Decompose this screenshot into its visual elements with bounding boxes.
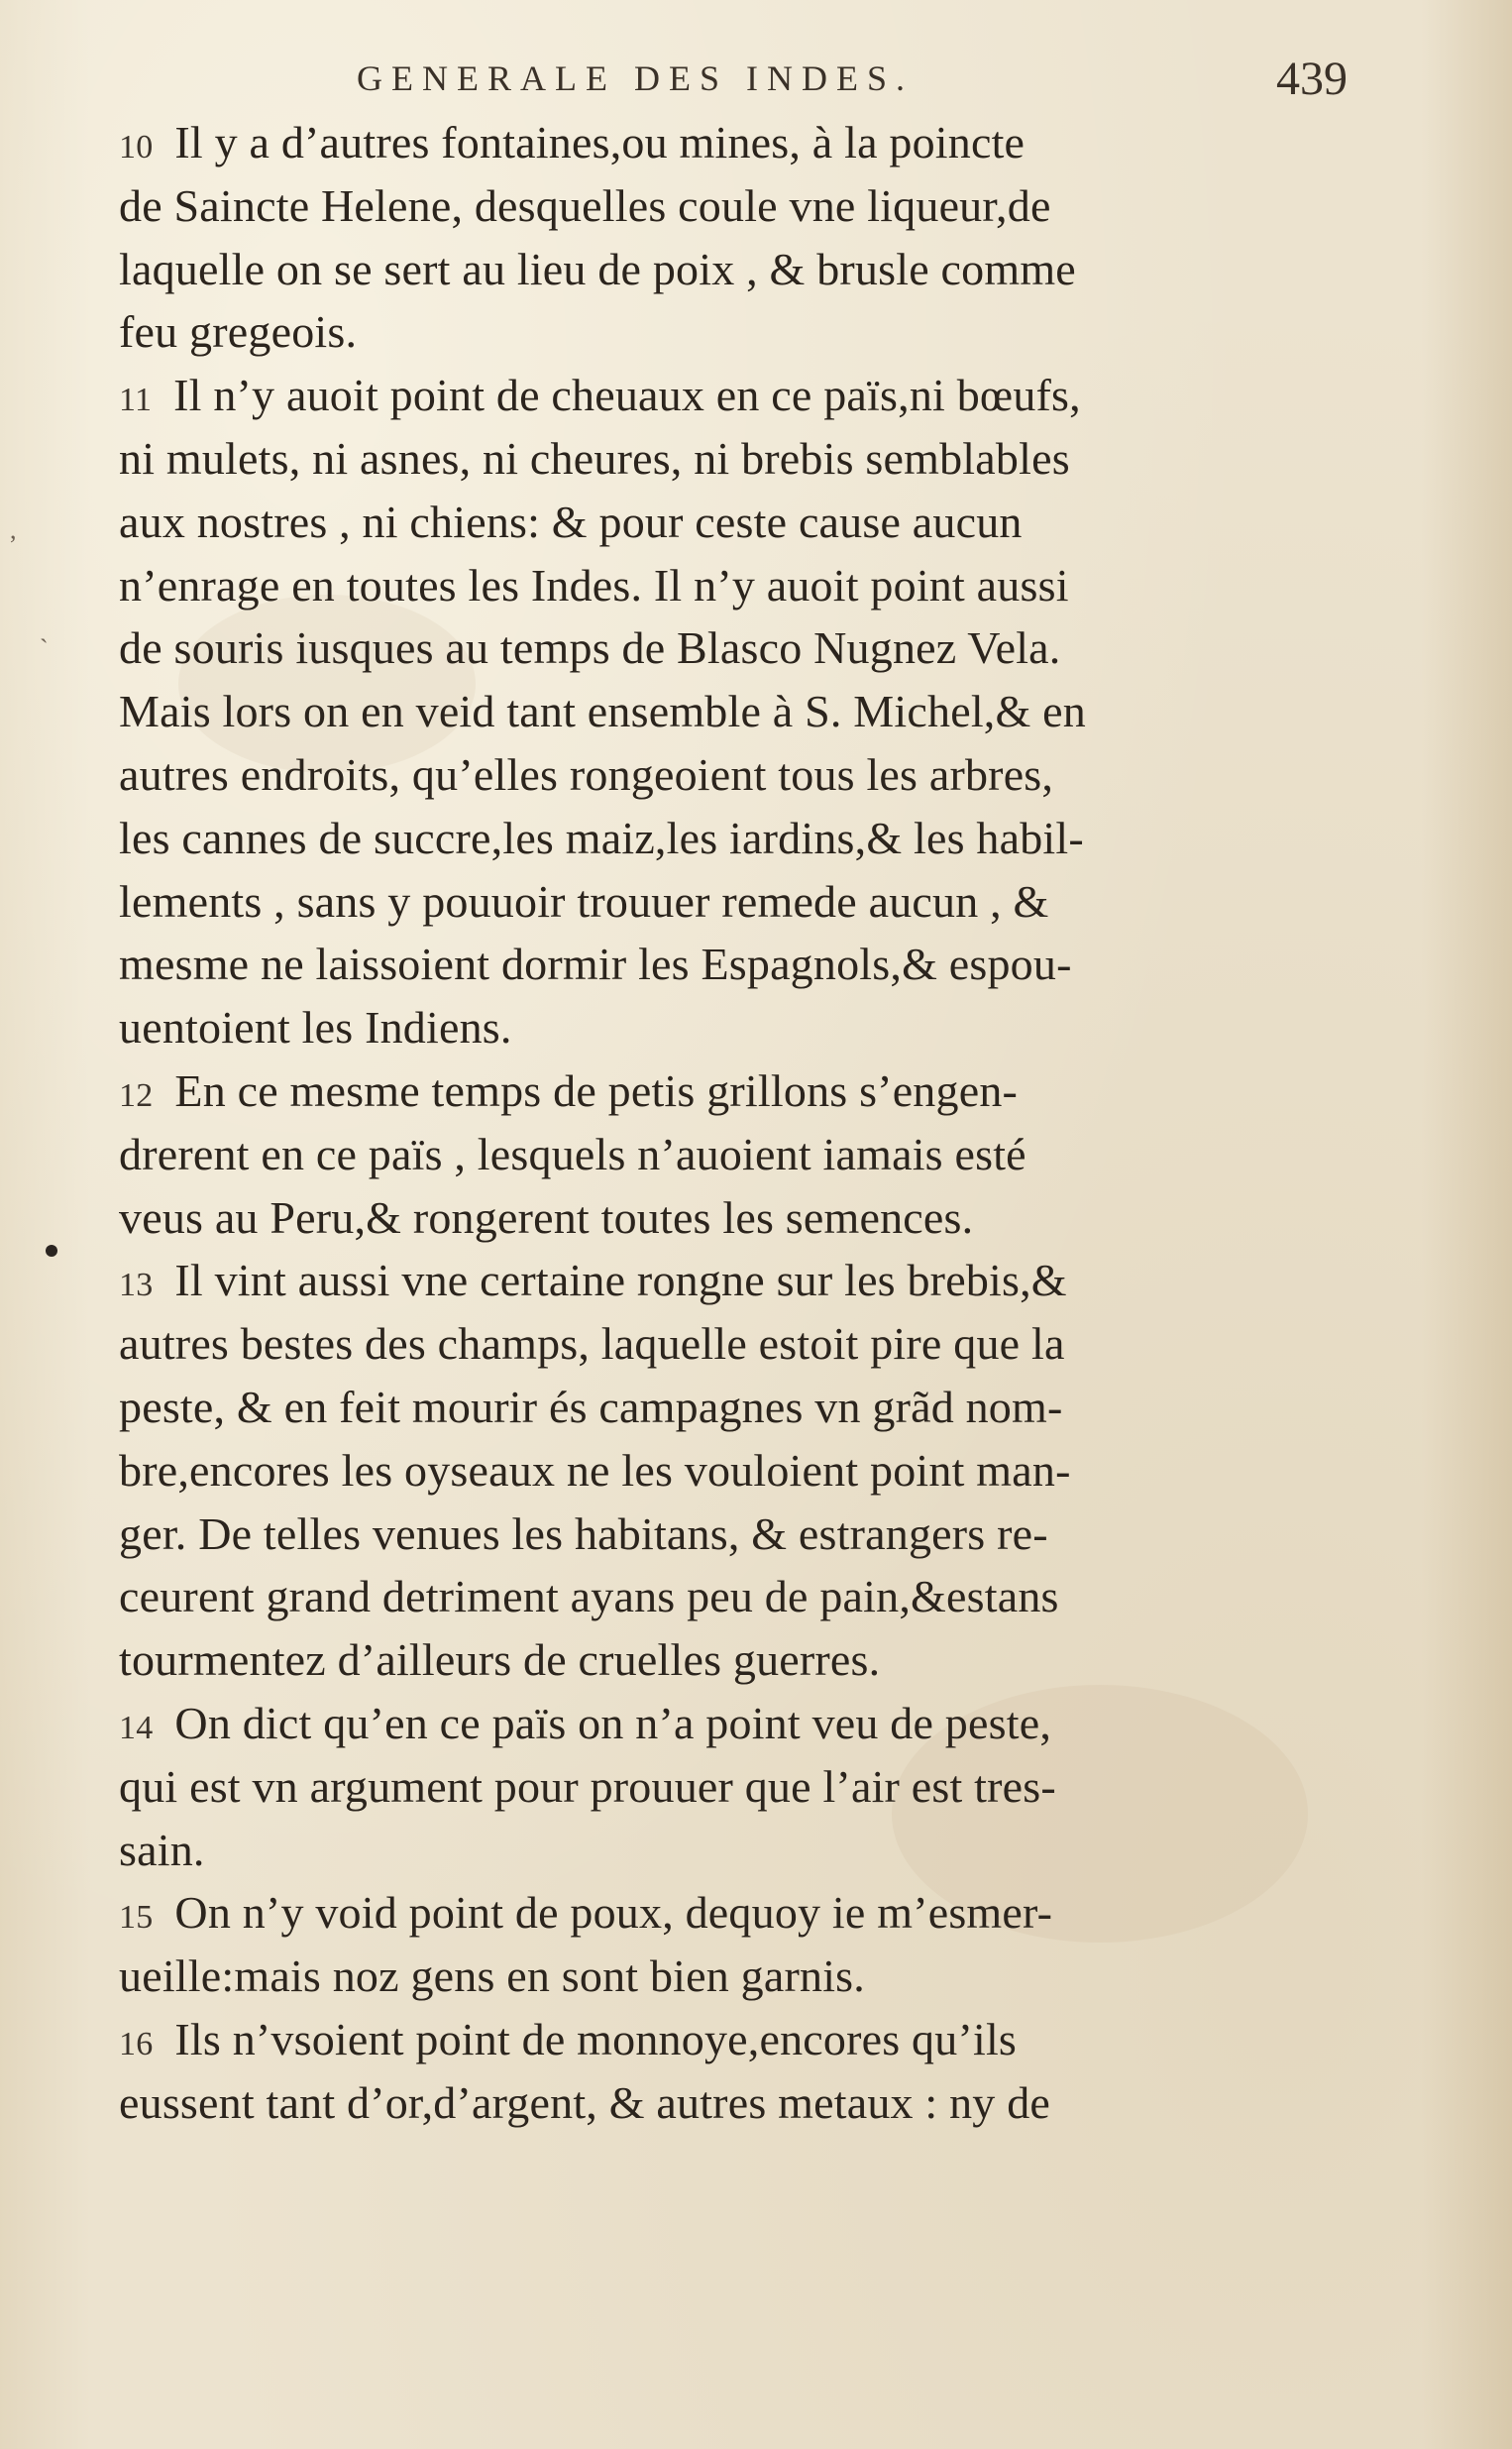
paragraph-15: [119, 1881, 1333, 2008]
paragraph-12: [119, 1059, 1333, 1249]
paragraph-number: 11: [119, 382, 153, 419]
text-line: ueille:mais noz gens en sont bien garnis.: [119, 1950, 865, 2002]
text-line: 13 Il vint aussi vne certaine rongne sur les brebis,&: [119, 1249, 1333, 1312]
running-title: GENERALE DES INDES.: [357, 58, 914, 98]
text-line: sain.: [119, 1824, 205, 1875]
text-line: 12 En ce mesme temps de petis grillons s’engen-: [119, 1059, 1333, 1123]
paragraph-number: 14: [119, 1709, 154, 1746]
paragraph-16: [119, 2008, 1333, 2135]
margin-tick-mark: ,: [10, 515, 17, 544]
text-line: autres bestes des champs, laquelle estoit pire que la: [119, 1318, 1065, 1370]
text-line: aux nostres , ni chiens: & pour ceste cause aucun: [119, 496, 1023, 547]
text-line: Mais lors on en veid tant ensemble à S. Michel,& en: [119, 686, 1086, 737]
text-line: de souris iusques au temps de Blasco Nugnez Vela.: [119, 622, 1061, 674]
paragraph-number: 13: [119, 1267, 154, 1304]
text-line: lements , sans y pouuoir trouuer remede aucun , &: [119, 875, 1049, 927]
text-line: feu gregeois.: [119, 306, 358, 358]
text-line: ni mulets, ni asnes, ni cheures, ni brebis semblables: [119, 432, 1070, 484]
text-line: de Saincte Helene, desquelles coule vne liqueur,de: [119, 179, 1051, 231]
text-line: 10 Il y a d’autres fontaines,ou mines, à la poincte: [119, 111, 1333, 174]
text-line: tourmentez d’ailleurs de cruelles guerres.: [119, 1634, 881, 1686]
paragraph-14: [119, 1692, 1333, 1881]
text-line: ceurent grand detriment ayans peu de pain,&estans: [119, 1571, 1059, 1622]
page-number: 439: [1276, 53, 1348, 105]
body-text: [119, 111, 1333, 2135]
text-line: drerent en ce païs , lesquels n’auoient iamais esté: [119, 1128, 1026, 1179]
paragraph-10: [119, 111, 1333, 364]
text-line: bre,encores les oyseaux ne les vouloient point man-: [119, 1444, 1071, 1496]
text-line: eussent tant d’or,d’argent, & autres metaux : ny de: [119, 2076, 1051, 2128]
text-line: qui est vn argument pour prouuer que l’air est tres-: [119, 1760, 1056, 1812]
margin-tick-mark: `: [40, 634, 49, 663]
margin-dot-mark: [46, 1245, 57, 1257]
paragraph-number: 16: [119, 2025, 154, 2062]
text-line: uentoient les Indiens.: [119, 1002, 512, 1054]
text-line: 11 Il n’y auoit point de cheuaux en ce païs,ni bœufs,: [119, 364, 1333, 427]
paragraph-number: 10: [119, 129, 154, 166]
text-line: ger. De telles venues les habitans, & estrangers re-: [119, 1507, 1048, 1559]
paragraph-number: 15: [119, 1899, 154, 1937]
running-head: [357, 52, 1348, 111]
paragraph-number: 12: [119, 1076, 154, 1114]
text-line: n’enrage en toutes les Indes. Il n’y auoit point aussi: [119, 559, 1069, 611]
text-line: 14 On dict qu’en ce païs on n’a point veu de peste,: [119, 1692, 1333, 1755]
text-line: autres endroits, qu’elles rongeoient tous les arbres,: [119, 748, 1054, 800]
text-line: laquelle on se sert au lieu de poix , & brusle comme: [119, 243, 1076, 294]
text-line: veus au Peru,& rongerent toutes les semences.: [119, 1191, 974, 1243]
text-line: les cannes de succre,les maiz,les iardins,& les habil-: [119, 812, 1084, 863]
paragraph-11: [119, 364, 1333, 1059]
text-line: 16 Ils n’vsoient point de monnoye,encores qu’ils: [119, 2008, 1333, 2071]
text-line: mesme ne laissoient dormir les Espagnols,& espou-: [119, 939, 1072, 990]
text-line: peste, & en feit mourir és campagnes vn grãd nom-: [119, 1381, 1063, 1432]
text-line: 15 On n’y void point de poux, dequoy ie m’esmer-: [119, 1881, 1333, 1945]
paragraph-13: [119, 1249, 1333, 1692]
